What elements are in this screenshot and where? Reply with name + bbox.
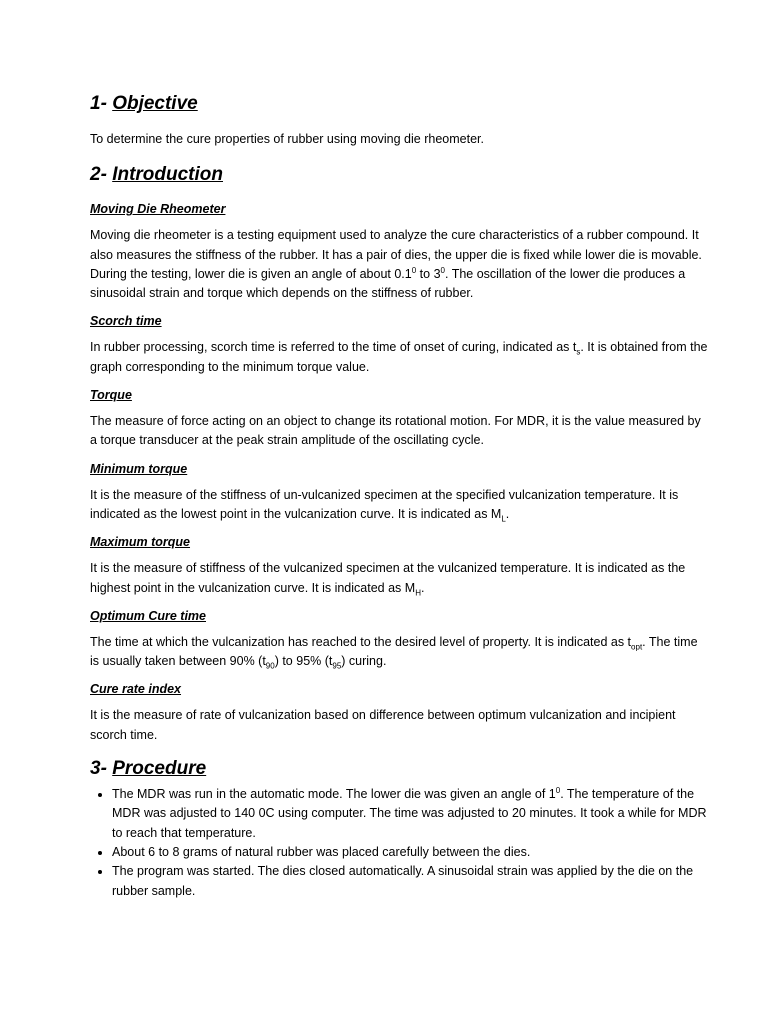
procedure-list [90,785,708,901]
minimum-torque-paragraph: It is the measure of the stiffness of un-vulcanized specimen at the specified vulcanization temperature. It is indicated as the lowest point in the vulcanization curve. It is indicated as $M_L$. [90,487,679,524]
section-title: Objective [112,93,198,114]
procedure-item: • The program was started. The dies closed automatically. A sinusoidal strain was applied by the die on the rubber sample. [112,862,708,901]
subheading-cure-rate-index: Cure rate index [90,682,182,697]
procedure-item: • About 6 to 8 grams of natural rubber was placed carefully between the dies. [112,843,708,862]
procedure-item: • The MDR was run in the automatic mode. The lower die was given an angle of $1^0$. The temperature of the MDR was adjusted to 140 0C using computer. The time was adjusted to 20 minutes. It took a while for MDR to reach that temperature. [112,785,708,843]
section-title: Introduction [112,164,223,186]
subheading-mdr: Moving Die Rheometer [90,202,226,217]
subheading-optimum-cure-time: Optimum Cure time [90,608,206,623]
maximum-torque-paragraph: It is the measure of stiffness of the vulcanized specimen at the vulcanized temperature. It is indicated as the highest point in the vulcanization curve. It is indicated as $M_H$. [90,561,686,598]
heading-introduction [90,163,708,187]
heading-objective [90,92,708,116]
objective-text: To determine the cure properties of rubber using moving die rheometer. [90,132,484,146]
section-title: Procedure [112,758,207,780]
heading-procedure [90,757,708,781]
cure-rate-paragraph: It is the measure of rate of vulcanization based on difference between optimum vulcanization and incipient scorch time. [90,708,676,742]
subheading-minimum-torque: Minimum torque [90,461,188,476]
section-number: 3- [90,758,107,780]
section-number: 1- [90,93,107,114]
scorch-paragraph: In rubber processing, scorch time is referred to the time of onset of curing, indicated as $t_s$. It is obtained from the graph corresponding to the minimum torque value. [90,340,708,374]
subheading-torque: Torque [90,388,132,403]
torque-paragraph: The measure of force acting on an object to change its rotational motion. For MDR, it is the value measured by a torque transducer at the peak strain amplitude of the oscillating cycle. [90,414,701,448]
optimum-cure-paragraph: The time at which the vulcanization has reached to the desired level of property. It is indicated as $t_{opt}$. The time is usually taken between 90% $(t_{90})$ to 95% $(t_{95})$ curing. [90,634,698,671]
mdr-paragraph: Moving die rheometer is a testing equipment used to analyze the cure characteristics of a rubber compound. It also measures the stiffness of the rubber. It has a pair of dies, the upper die is fixed while lower die is movable. During the testing, lower die is given an angle of about $0.1^0$ to $3^0$. The oscillation of the lower die produces a sinusoidal strain and torque which depends on the stiffness of rubber. [90,228,702,301]
section-number: 2- [90,164,107,186]
subheading-maximum-torque: Maximum torque [90,535,191,550]
subheading-scorch-time: Scorch time [90,314,162,329]
